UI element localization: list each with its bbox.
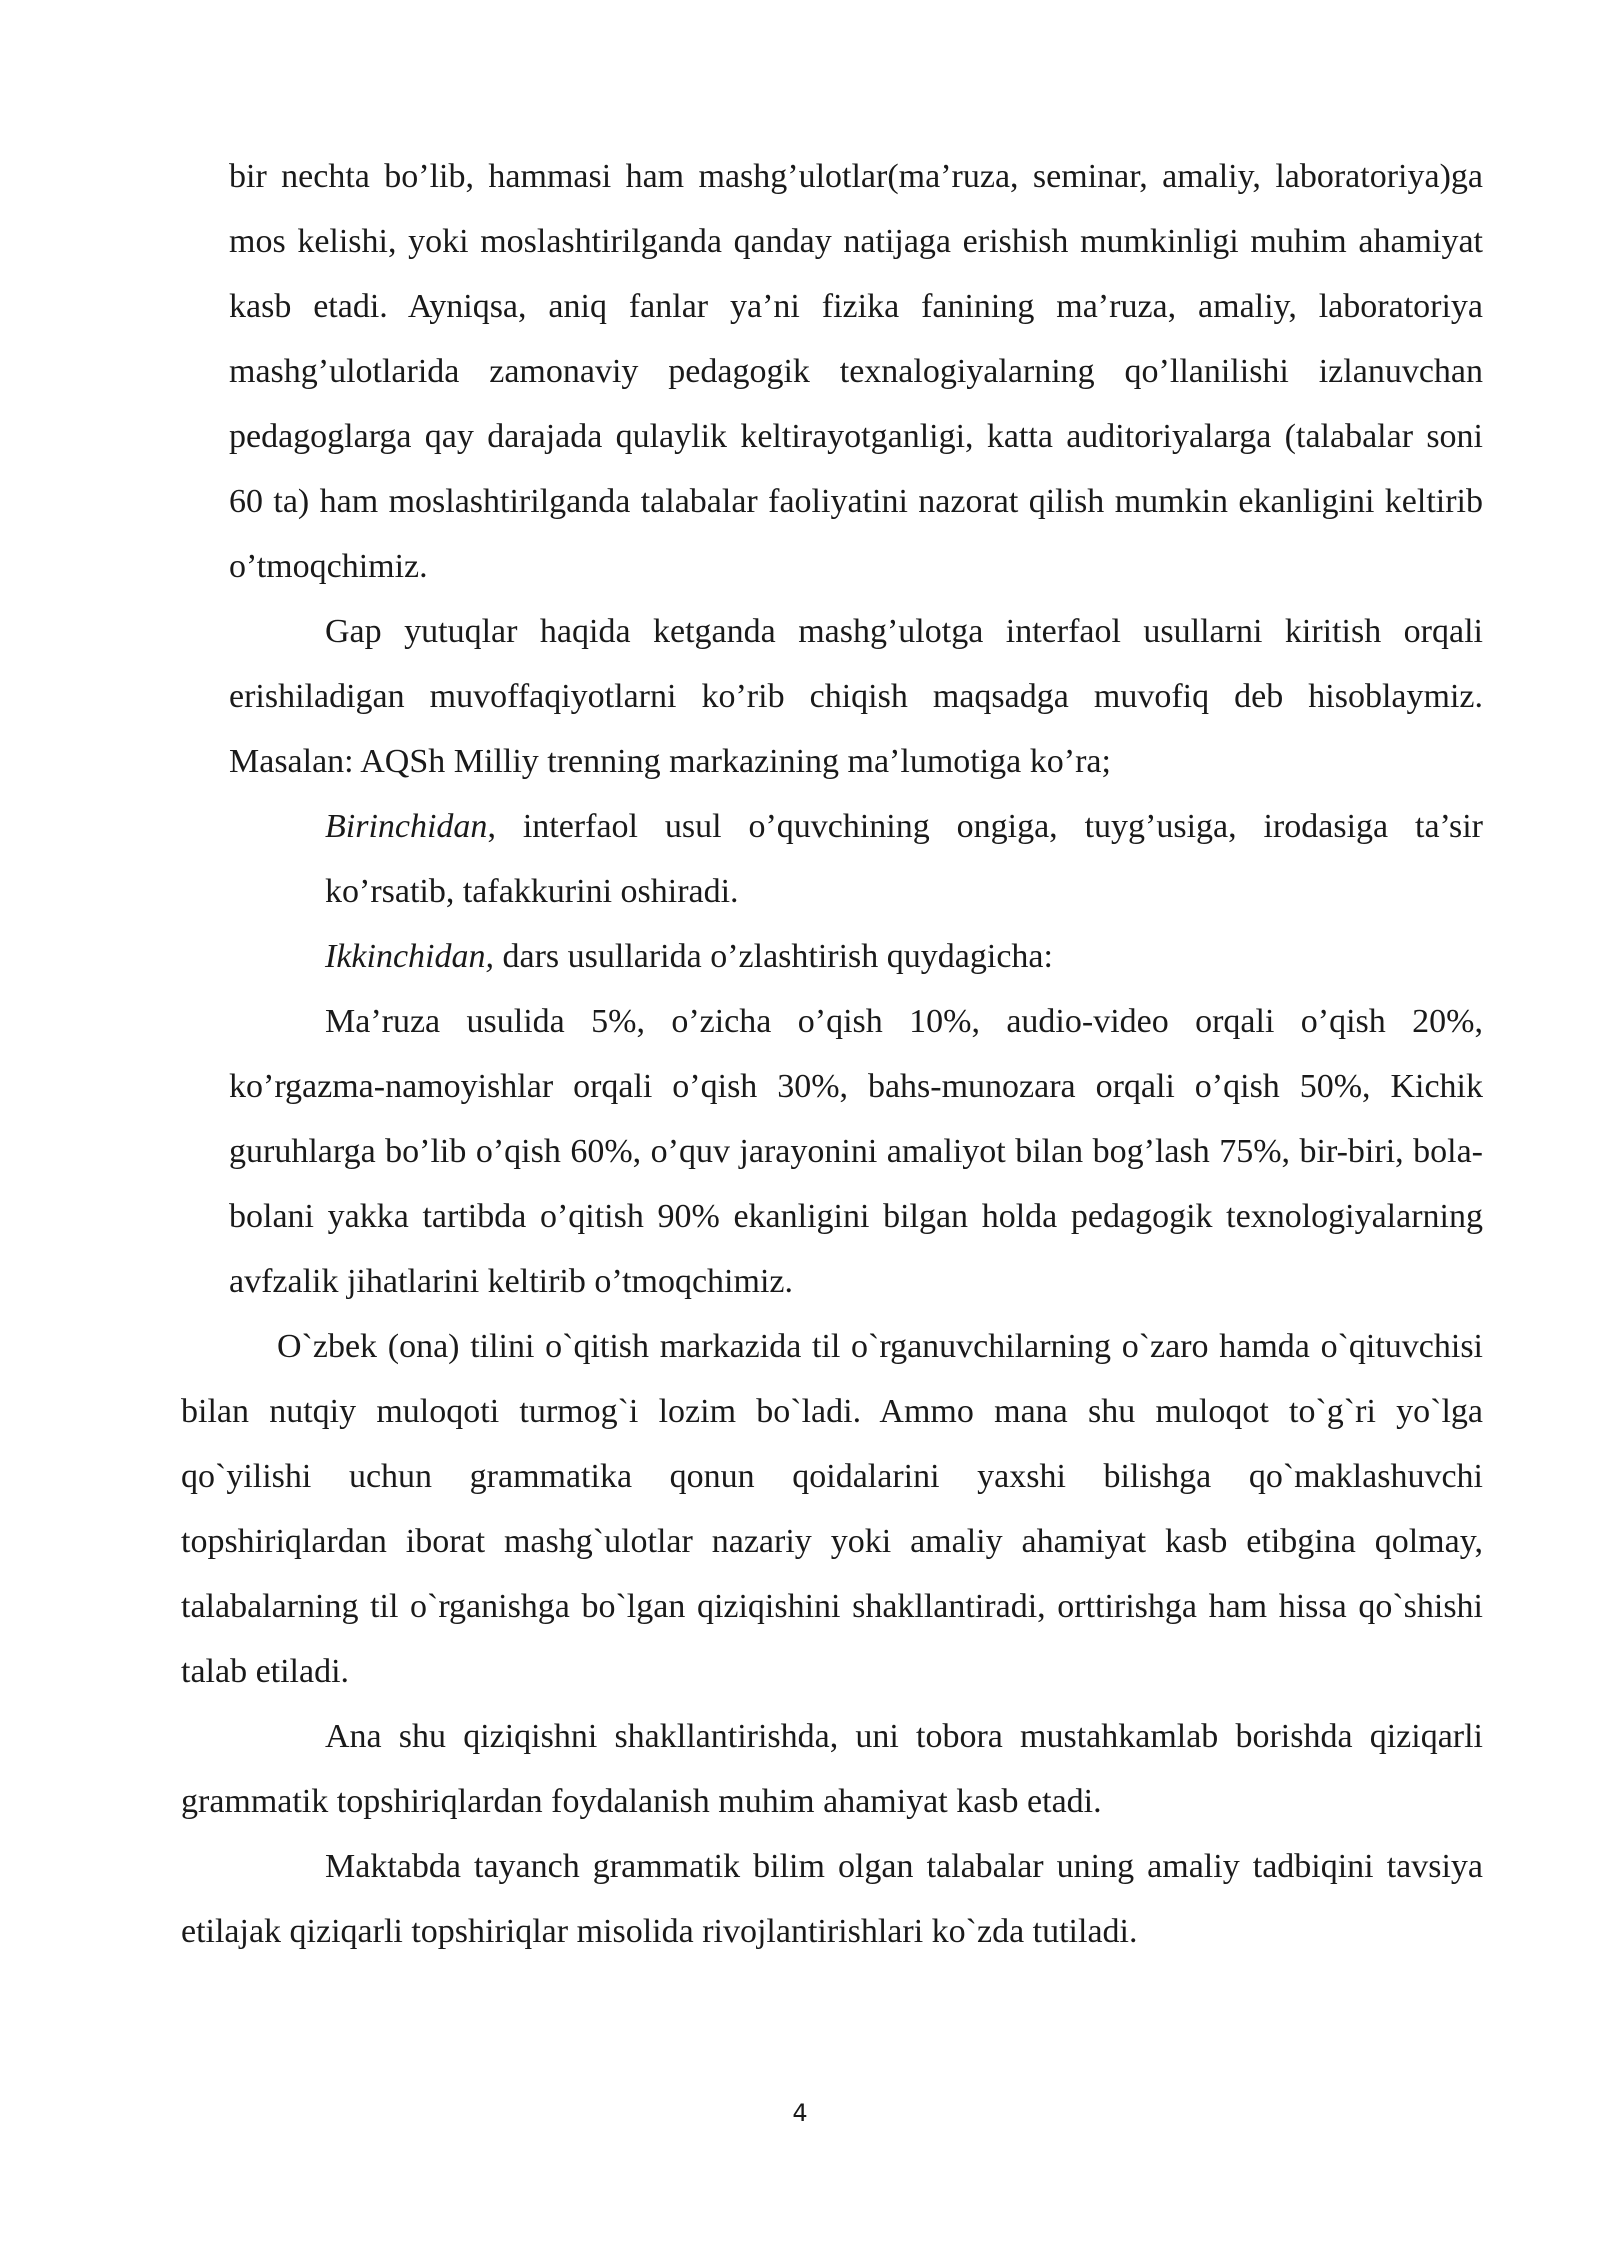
paragraph-8: Maktabda tayanch grammatik bilim olgan talabalar uning amaliy tadbiqini tavsiya etilajak qiziqarli topshiriqlar misolida rivojlantirishlari ko`zda tutiladi. — [181, 1848, 1483, 1950]
paragraph-5: Ma’ruza usulida 5%, o’zicha o’qish 10%, audio-video orqali o’qish 20%, ko’rgazma-namoyishlar orqali o’qish 30%, bahs-munozara orqali o’qish 50%, Kichik guruhlarga bo’lib o’qish 60%, o’quv jarayonini amaliyot bilan bog’lash 75%, bir-biri, bola-bolani yakka tartibda o’qitish 90% ekanligini bilgan holda pedagogik texnologiyalarning avfzalik jihatlarini keltirib o’tmoqchimiz. — [229, 1003, 1483, 1300]
paragraph-6: O`zbek (ona) tilini o`qitish markazida til o`rganuvchilarning o`zaro hamda o`qituvchisi bilan nutqiy muloqoti turmog`i lozim bo`ladi. Ammo mana shu muloqot to`g`ri yo`lga qo`yilishi uchun grammatika qonun qoidalarini yaxshi bilishga qo`maklashuvchi topshiriqlardan iborat mashg`ulotlar nazariy yoki amaliy ahamiyat kasb etibgina qolmay, talabalarning til o`rganishga bo`lgan qiziqishini shakllantiradi, orttirishga ham hissa qo`shishi talab etiladi. — [181, 1328, 1483, 1690]
paragraph-3 — [325, 794, 1483, 924]
paragraph-2: Gap yutuqlar haqida ketganda mashg’ulotga interfaol usullarni kiritish orqali erishiladigan muvoffaqiyotlarni ko’rib chiqish maqsadga muvofiq deb hisoblaymiz. Masalan: AQSh Milliy trenning markazining ma’lumotiga ko’ra; — [229, 613, 1483, 780]
paragraph-7: Ana shu qiziqishni shakllantirishda, uni tobora mustahkamlab borishda qiziqarli grammatik topshiriqlardan foydalanish muhim ahamiyat kasb etadi. — [181, 1718, 1483, 1820]
italic-lead-birinchidan: Birinchidan — [325, 808, 488, 845]
paragraph-1: bir nechta bo’lib, hammasi ham mashg’ulotlar(ma’ruza, seminar, amaliy, laboratoriya)ga mos kelishi, yoki moslashtirilganda qanday natijaga erishish mumkinligi muhim ahamiyat kasb etadi. Ayniqsa, aniq fanlar ya’ni fizika fanining ma’ruza, amaliy, laboratoriya mashg’ulotlarida zamonaviy pedagogik texnalogiyalarning qo’llanilishi izlanuvchan pedagoglarga qay darajada qulaylik keltirayotganligi, katta auditoriyalarga (talabalar soni 60 ta) ham moslashtirilganda talabalar faoliyatini nazorat qilish mumkin ekanligini keltirib o’tmoqchimiz. — [229, 158, 1483, 585]
paragraph-3-text: , interfaol usul o’quvchining ongiga, tuyg’usiga, irodasiga ta’sir ko’rsatib, tafakkurini oshiradi. — [325, 808, 1483, 910]
page-number: 4 — [792, 2099, 808, 2127]
paragraph-4-text: dars usullarida o’zlashtirish quydagicha: — [494, 938, 1053, 975]
italic-lead-ikkinchidan: Ikkinchidan, — [325, 938, 494, 975]
paragraph-4 — [325, 924, 1483, 989]
